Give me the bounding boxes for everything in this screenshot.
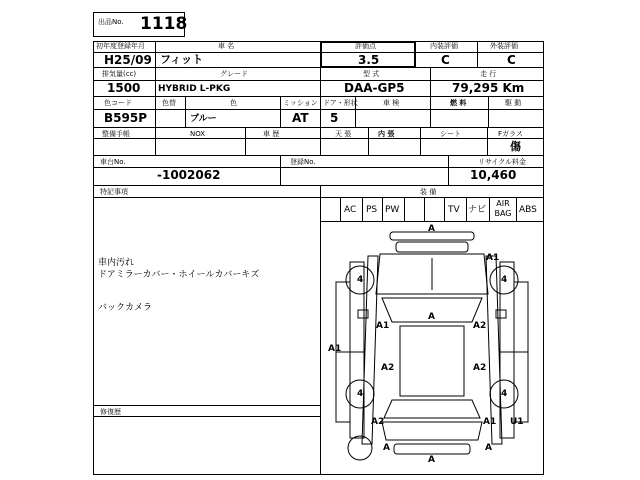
- remark-line-1: 車内汚れ: [98, 258, 135, 268]
- exterior-eval-label: 外装評価: [490, 42, 518, 50]
- drive-label: 駆 動: [505, 99, 522, 107]
- history-label: 車 歴: [263, 130, 280, 138]
- equip-pw: PW: [385, 205, 400, 215]
- damage-left-door-front: A1: [376, 321, 390, 331]
- lot-label: 出品No.: [98, 18, 124, 26]
- grade-label: グレード: [220, 70, 248, 78]
- equip-ps: PS: [366, 205, 378, 215]
- equipment-label: 装 備: [420, 188, 437, 196]
- repair-history-label: 修復歴: [100, 408, 121, 416]
- roof-label: 天 張: [335, 130, 352, 138]
- nox-label: NOX: [190, 130, 206, 138]
- recycle-value: 10,460: [470, 168, 517, 182]
- mileage-label: 走 行: [480, 70, 497, 78]
- displacement-label: 排気量(cc): [102, 70, 137, 78]
- damage-right-door-front: A2: [473, 321, 487, 331]
- damage-front-center: A: [428, 312, 435, 322]
- seat-label: シート: [440, 130, 461, 138]
- mission-value: AT: [292, 111, 309, 125]
- damage-rear-bumper-left: A: [383, 443, 390, 453]
- lot-number: 1118: [140, 14, 188, 34]
- equip-abs: ABS: [519, 205, 537, 215]
- color-change-label: 色替: [162, 99, 176, 107]
- interior-eval-label: 内装評価: [430, 42, 458, 50]
- mileage-value: 79,295 Km: [452, 81, 525, 95]
- interior-eval-value: C: [441, 53, 450, 67]
- chassis-value: -1002062: [157, 168, 221, 182]
- chassis-label: 車台No.: [100, 158, 126, 166]
- score-value: 3.5: [358, 53, 380, 67]
- equip-airbag: AIR BAG: [494, 199, 512, 218]
- car-name-label: 車 名: [218, 42, 235, 50]
- damage-front-right-fender: A1: [486, 253, 500, 263]
- damage-front-top: A: [428, 224, 435, 234]
- color-value: ブルー: [190, 114, 217, 124]
- damage-left-side: A1: [328, 344, 342, 354]
- fuel-label: 燃 料: [450, 99, 467, 107]
- color-code-value: B595P: [104, 111, 147, 125]
- exterior-eval-value: C: [507, 53, 516, 67]
- inspection-label: 車 検: [383, 99, 400, 107]
- reg-year-label: 初年度登録年月: [96, 42, 145, 50]
- grade-value: HYBRID L-PKG: [158, 84, 231, 94]
- glass-value: 傷: [510, 140, 521, 153]
- model-label: 型 式: [363, 70, 380, 78]
- color-label: 色: [230, 99, 237, 107]
- damage-left-door-rear: A2: [381, 363, 395, 373]
- equip-tv: TV: [448, 205, 460, 215]
- remarks-label: 特記事項: [100, 188, 128, 196]
- damage-right-door-rear: A2: [473, 363, 487, 373]
- reg-year-value: H25/09: [104, 53, 152, 67]
- equip-navi: ナビ: [468, 205, 487, 215]
- remark-line-2: ドアミラーカバー・ホイールカバーキズ: [98, 270, 260, 280]
- damage-rear-bumper-center: A: [485, 443, 492, 453]
- car-diagram: [320, 222, 544, 475]
- damage-rear-right: A1: [483, 417, 497, 427]
- tire-front-right: 4: [501, 275, 508, 285]
- mission-label: ミッション: [283, 99, 318, 107]
- glass-label: Fガラス: [498, 130, 523, 138]
- color-code-label: 色コード: [104, 99, 132, 107]
- registration-label: 登録No.: [290, 158, 316, 166]
- remark-line-3: バックカメラ: [98, 303, 153, 313]
- damage-rear-left: A2: [371, 417, 385, 427]
- tire-rear-right: 4: [501, 389, 508, 399]
- recycle-label: リサイクル料金: [478, 158, 527, 166]
- manual-label: 整備手帳: [102, 130, 130, 138]
- tire-rear-left: 4: [357, 389, 364, 399]
- car-name-value: フィット: [160, 53, 204, 66]
- model-value: DAA-GP5: [344, 81, 405, 95]
- door-label: ドア・形状: [323, 99, 358, 107]
- score-label: 評価点: [355, 42, 376, 50]
- damage-rear-u: U1: [510, 417, 524, 427]
- displacement-value: 1500: [107, 81, 141, 95]
- damage-rear-bottom: A: [428, 455, 435, 465]
- door-value: 5: [330, 111, 339, 125]
- inner-lining-label: 内 張: [378, 130, 395, 138]
- equip-ac: AC: [344, 205, 357, 215]
- tire-front-left: 4: [357, 275, 364, 285]
